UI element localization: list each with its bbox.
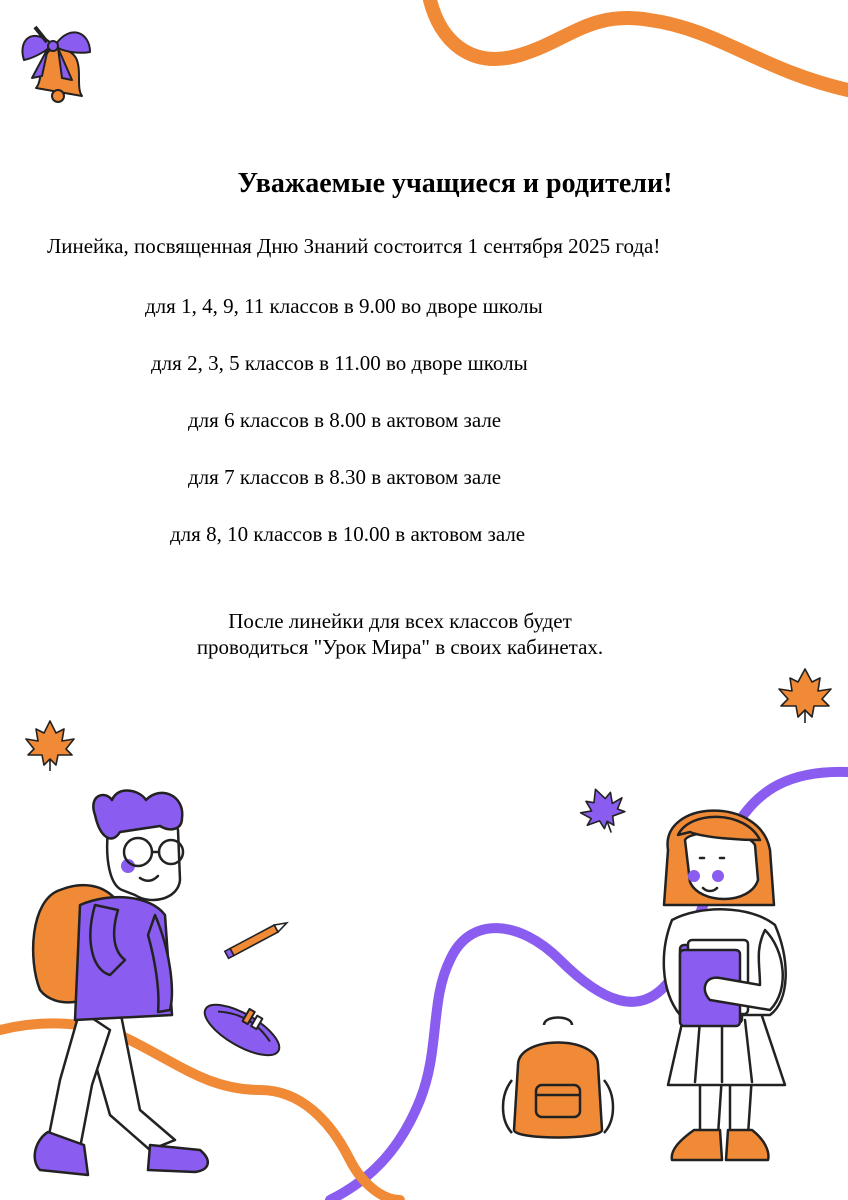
purple-leaf-icon (575, 782, 632, 840)
purple-wave (330, 772, 848, 1200)
schedule-item: для 8, 10 классов в 10.00 в актовом зале (170, 522, 526, 546)
backpack-icon (503, 1018, 613, 1138)
girl-with-book (664, 811, 786, 1160)
closing-text (0, 608, 800, 660)
schedule-item: для 2, 3, 5 классов в 11.00 во дворе школы (151, 351, 528, 375)
schedule-item: для 7 классов в 8.30 в актовом зале (188, 465, 502, 489)
intro-text: Линейка, посвященная Дню Знаний состоится 1 сентября 2025 года! (47, 234, 661, 258)
maple-leaf-icon (26, 721, 74, 771)
closing-line-2: проводиться "Урок Мира" в своих кабинетах. (196, 635, 604, 659)
orange-wave (0, 1023, 400, 1200)
schedule-item: для 1, 4, 9, 11 классов в 9.00 во дворе школы (145, 294, 543, 318)
boy-with-backpack (33, 791, 208, 1175)
schedule-item: для 6 классов в 8.00 в актовом зале (188, 408, 502, 432)
page-title: Уважаемые учащиеся и родители! (237, 168, 673, 199)
closing-line-1: После линейки для всех классов будет (228, 609, 572, 633)
pencil-case-icon (198, 990, 290, 1065)
pencil-icon (225, 919, 289, 958)
